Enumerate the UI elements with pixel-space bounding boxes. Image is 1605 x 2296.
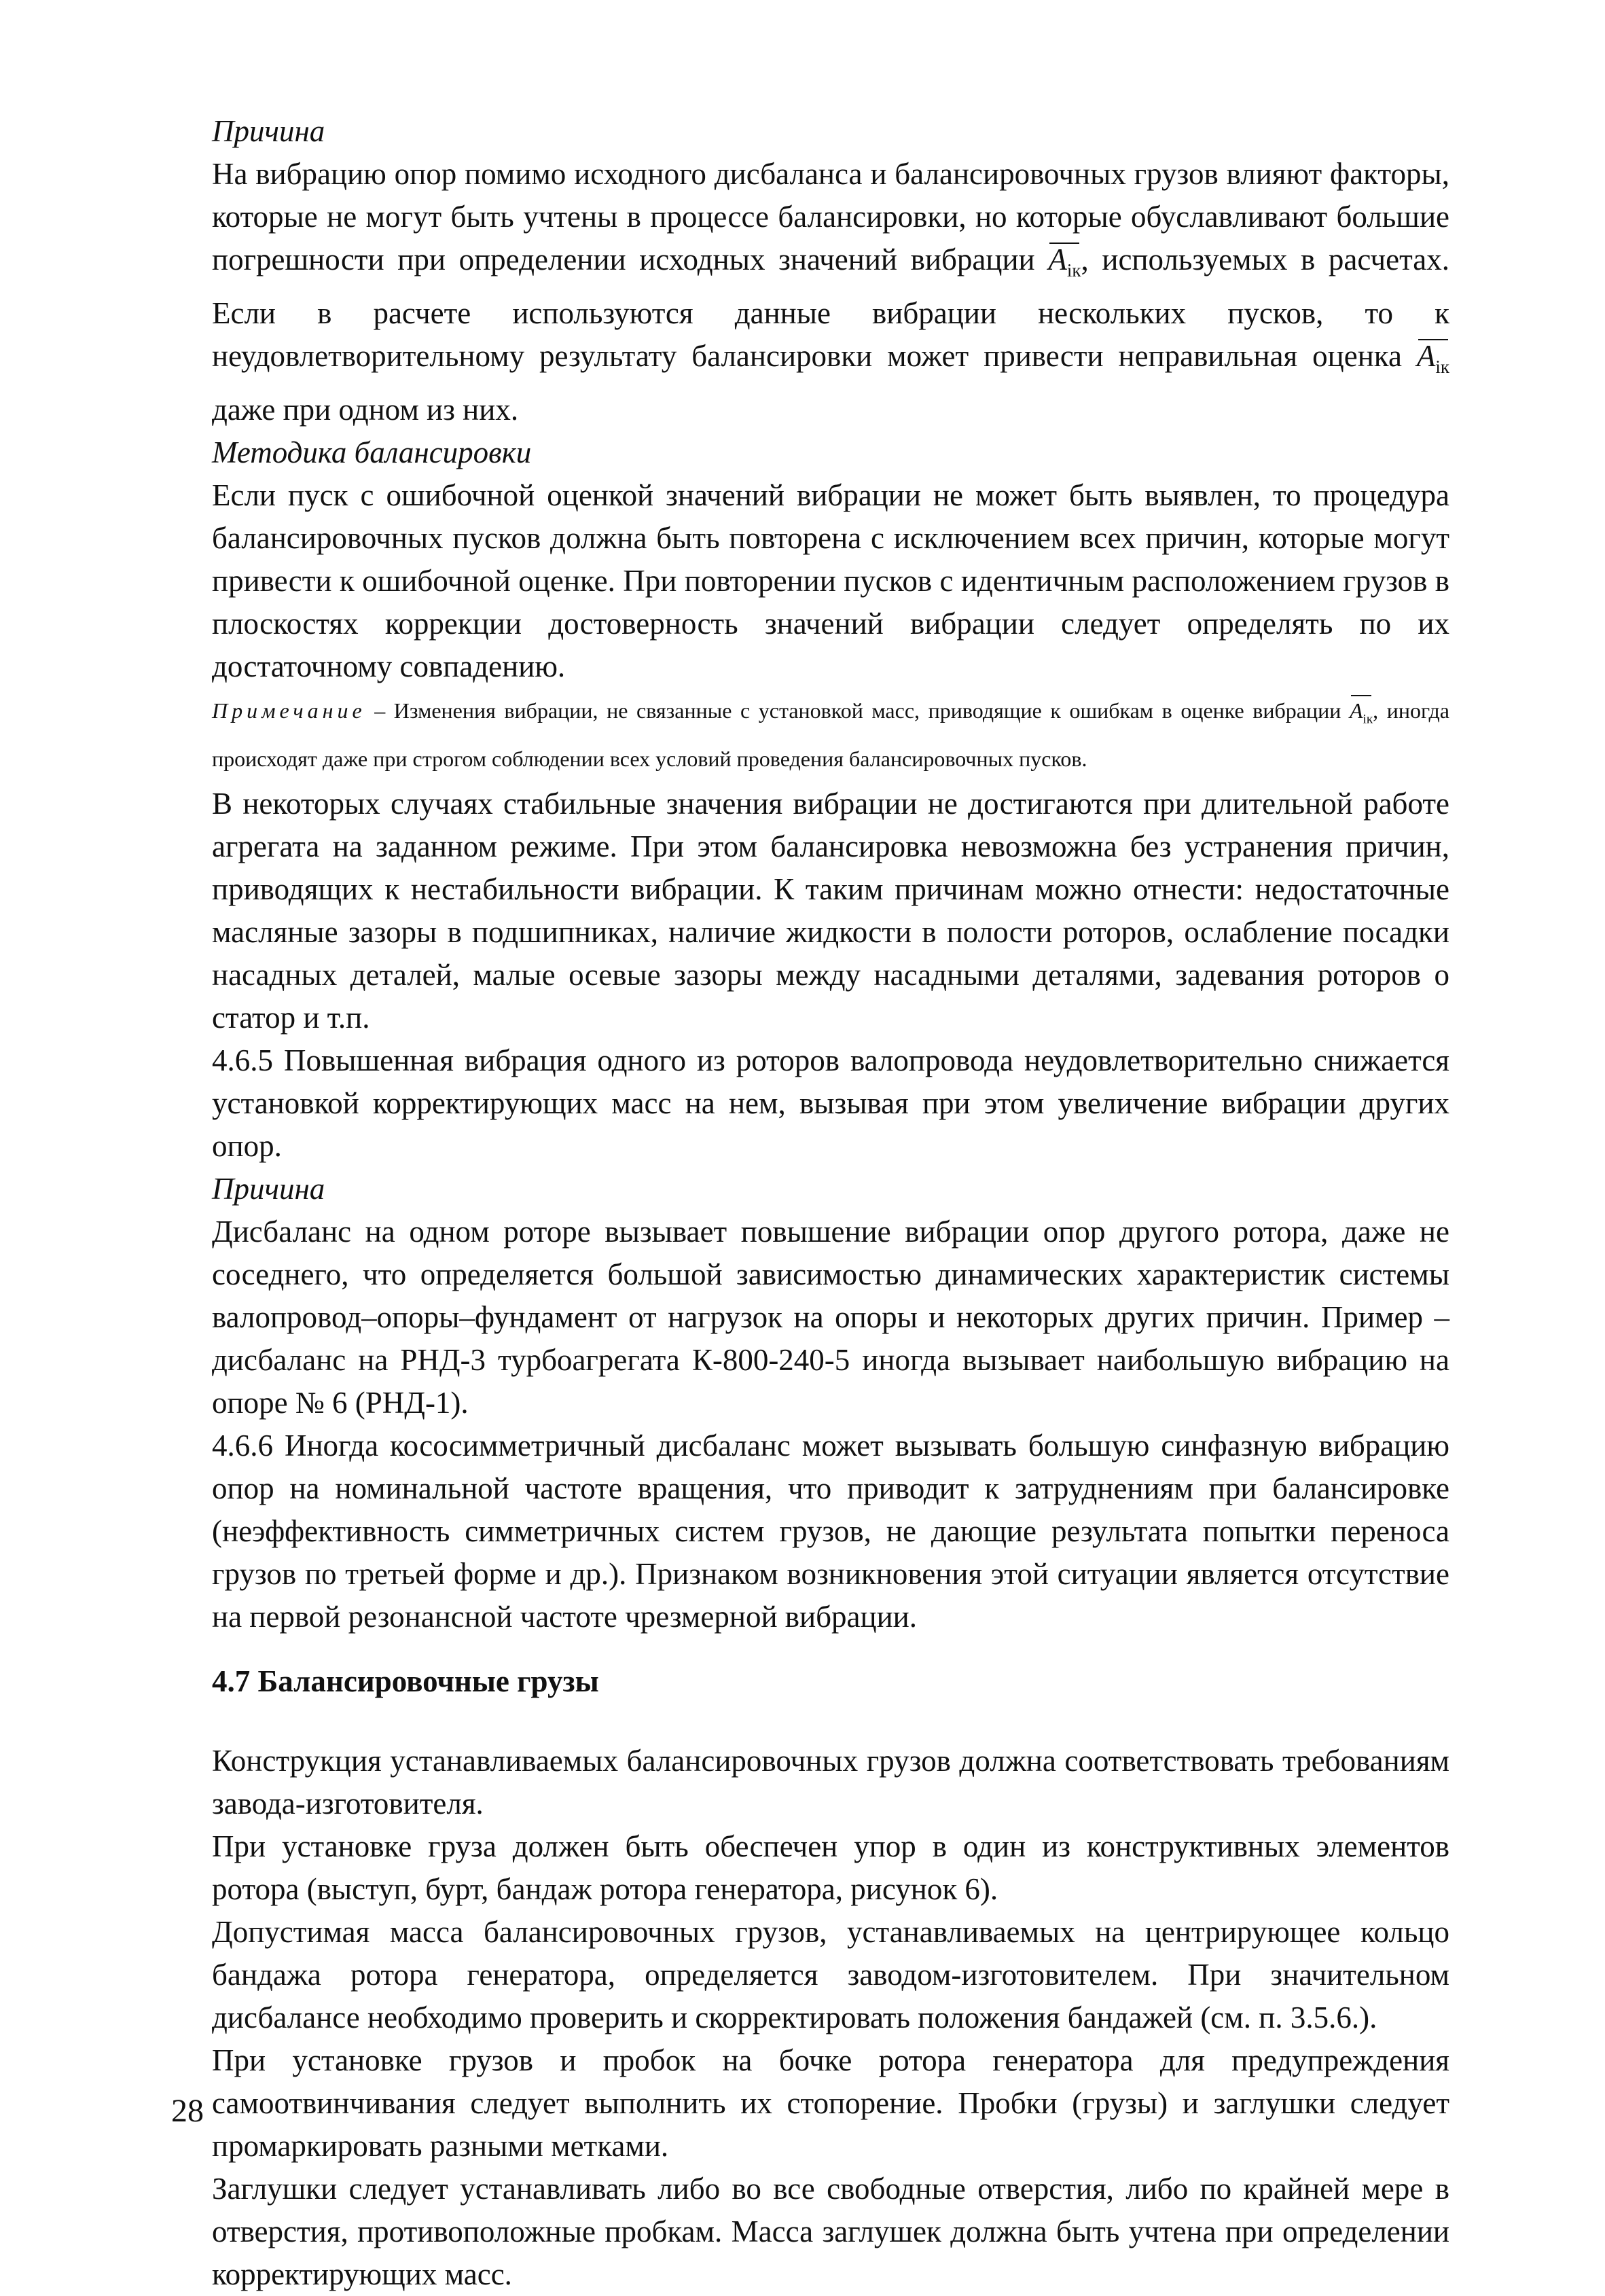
section-title: 4.7 Балансировочные грузы (212, 1664, 599, 1699)
paragraph: Конструкция устанавливаемых балансировочных грузов должна соответствовать требованиям завода-изготовителя. (212, 1744, 1449, 1821)
subheading-reason: Причина (212, 114, 325, 148)
vibration-symbol: $A_{iк}$ (1416, 339, 1450, 377)
paragraph: 4.6.6 Иногда кососимметричный дисбаланс может вызывать большую синфазную вибрацию опор на номинальной частоте вращения, что приводит к затруднениям при балансировке (неэффективность симметричных систем грузов, не дающие результата попытки переноса грузов по третьей форме и др.). Признаком возникновения этой ситуации является отсутствие на первой резонансной частоте чрезмерной вибрации. (212, 1429, 1449, 1634)
paragraph: При установке груза должен быть обеспечен упор в один из конструктивных элементов ротора (выступ, бурт, бандаж ротора генератора, рисунок 6). (212, 1829, 1449, 1907)
paragraph: В некоторых случаях стабильные значения вибрации не достигаются при длительной работе агрегата на заданном режиме. При этом балансировка невозможна без устранения причин, приводящих к нестабильности вибрации. К таким причинам можно отнести: недостаточные масляные зазоры в подшипниках, наличие жидкости в полости роторов, ослабление посадки насадных деталей, малые осевые зазоры между насадными деталями, задевания роторов о статор и т.п. (212, 787, 1449, 1035)
paragraph: Если пуск с ошибочной оценкой значений вибрации не может быть выявлен, то процедура балансировочных пусков должна быть повторена с исключением всех причин, которые могут привести к ошибочной оценке. При повторении пусков с идентичным расположением грузов в плоскостях коррекции достоверность значений вибрации следует определять по их достаточному совпадению. (212, 478, 1449, 683)
subheading-method: Методика балансировки (212, 435, 532, 469)
page-number: 28 (171, 2093, 204, 2129)
subheading-reason: Причина (212, 1172, 325, 1206)
document-body (212, 110, 1449, 2296)
paragraph: При установке грузов и пробок на бочке ротора генератора для предупреждения самоотвинчивания следует выполнить их стопорение. Пробки (грузы) и заглушки следует промаркировать разными метками. (212, 2043, 1449, 2164)
note: Примечание – Изменения вибрации, не связанные с установкой масс, приводящие к ошибкам в оценке вибрации $A_{iк}$, иногда происходят даже при строгом соблюдении всех условий проведения балансировочных пусков. (212, 691, 1449, 778)
paragraph: Дисбаланс на одном роторе вызывает повышение вибрации опор другого ротора, даже не соседнего, что определяется большой зависимостью динамических характеристик системы валопровод–опоры–фундамент от нагрузок на опоры и некоторых других причин. Пример – дисбаланс на РНД-3 турбоагрегата К-800-240-5 иногда вызывает наибольшую вибрацию на опоре № 6 (РНД-1). (212, 1215, 1449, 1420)
note-label: Примечание (212, 698, 366, 723)
paragraph: 4.6.5 Повышенная вибрация одного из роторов валопровода неудовлетворительно снижается установкой корректирующих масс на нем, вызывая при этом увеличение вибрации других опор. (212, 1043, 1449, 1164)
paragraph: Допустимая масса балансировочных грузов, устанавливаемых на центрирующее кольцо бандажа ротора генератора, определяется заводом-изготовителем. При значительном дисбалансе необходимо проверить и скорректировать положения бандажей (см. п. 3.5.6.). (212, 1915, 1449, 2035)
paragraph: На вибрацию опор помимо исходного дисбаланса и балансировочных грузов влияют факторы, которые не могут быть учтены в процессе балансировки, но которые обуславливают большие погрешности при определении исходных значений вибрации $A_{iк}$, используемых в расчетах. Если в расчете используются данные вибрации нескольких пусков, то к неудовлетворительному результату балансировки может привести неправильная оценка $A_{iк}$ даже при одном из них. (212, 157, 1450, 427)
vibration-symbol: $A_{iк}$ (1048, 243, 1081, 281)
paragraph: Заглушки следует устанавливать либо во все свободные отверстия, либо по крайней мере в отверстия, противоположные пробкам. Масса заглушек должна быть учтена при определении корректирующих масс. (212, 2172, 1449, 2292)
vibration-symbol: $A_{iк}$ (1350, 691, 1373, 739)
